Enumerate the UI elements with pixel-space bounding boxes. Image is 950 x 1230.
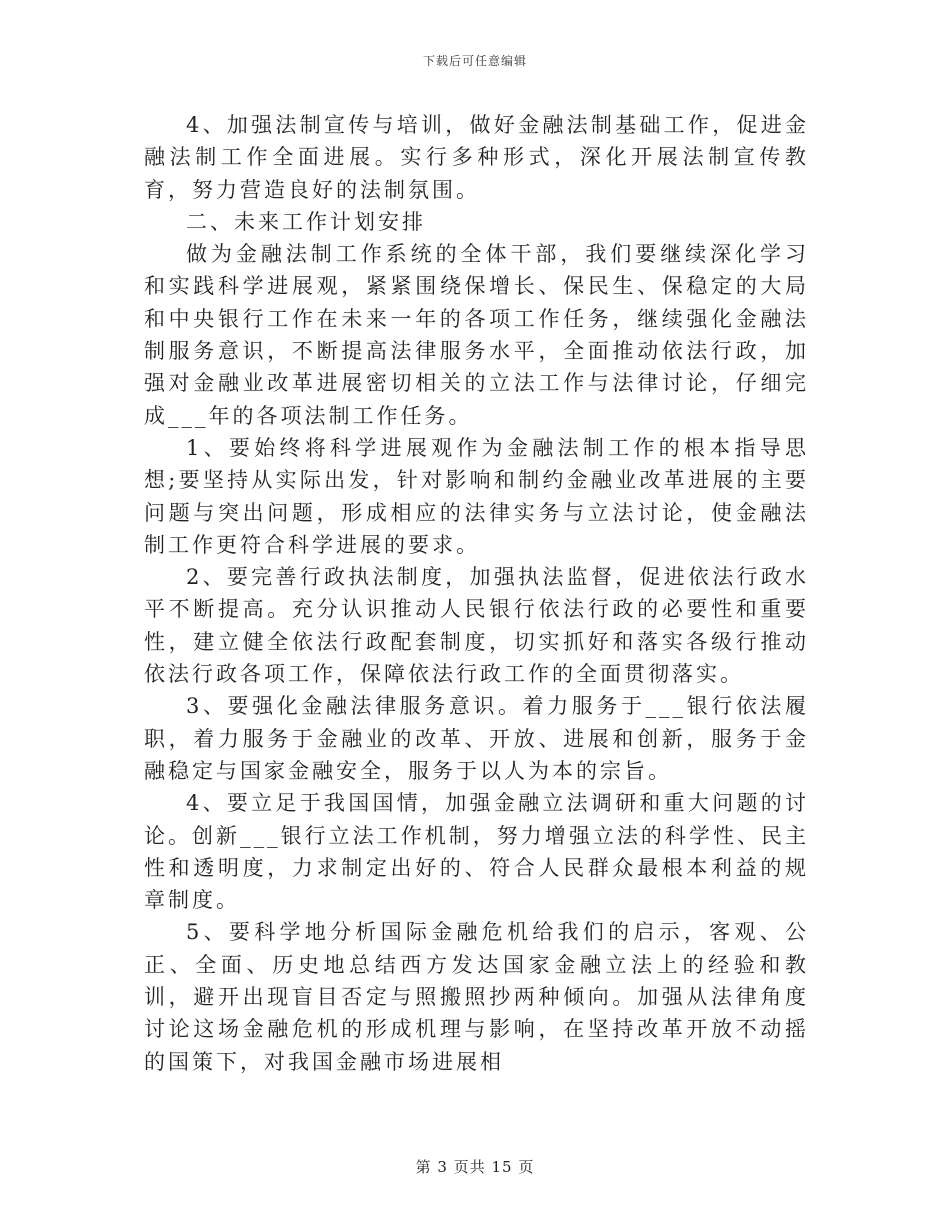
paragraph-plan-item-1: 1、要始终将科学进展观作为金融法制工作的根本指导思想;要坚持从实际出发，针对影响和制约金融业改革进展的主要问题与突出问题，形成相应的法律实务与立法讨论，使金融法制工作更符合科学进展的要求。 [144,435,809,557]
page-header-note: 下载后可任意编辑 [422,54,527,68]
paragraph-plan-item-2: 2、要完善行政执法制度，加强执法监督，促进依法行政水平不断提高。充分认识推动人民银行依法行政的必要性和重要性，建立健全依法行政配套制度，切实抓好和落实各级行推动依法行政各项工作，保障依法行政工作的全面贯彻落实。 [144,565,809,687]
paragraph-plan-item-5: 5、要科学地分析国际金融危机给我们的启示，客观、公正、全面、历史地总结西方发达国家金融立法上的经验和教训，避开出现盲目否定与照搬照抄两种倾向。加强从法律角度讨论这场金融危机的形成机理与影响，在坚持改革开放不动摇的国策下，对我国金融市场进展相 [144,920,809,1074]
paragraph-plan-item-3: 3、要强化金融法律服务意识。着力服务于___银行依法履职，着力服务于金融业的改革、开放、进展和创新，服务于金融稳定与国家金融安全，服务于以人为本的宗旨。 [144,694,809,783]
paragraph-intro-plan: 做为金融法制工作系统的全体干部，我们要继续深化学习和实践科学进展观，紧紧围绕保增长、保民生、保稳定的大局和中央银行工作在未来一年的各项工作任务，继续强化金融法制服务意识，不断提高法律服务水平，全面推动依法行政，加强对金融业改革进展密切相关的立法工作与法律讨论，仔细完成___年的各项法制工作任务。 [144,242,809,428]
page-number-footer: 第 3 页共 15 页 [415,1158,535,1176]
paragraph-item-4-publicity: 4、加强法制宣传与培训，做好金融法制基础工作，促进金融法制工作全面进展。实行多种形式，深化开展法制宣传教育，努力营造良好的法制氛围。 [144,113,809,202]
section-heading-future-plan: 二、未来工作计划安排 [186,209,426,234]
document-body [144,109,809,1078]
paragraph-plan-item-4: 4、要立足于我国国情，加强金融立法调研和重大问题的讨论。创新___银行立法工作机制，努力增强立法的科学性、民主性和透明度，力求制定出好的、符合人民群众最根本利益的规章制度。 [144,791,809,913]
